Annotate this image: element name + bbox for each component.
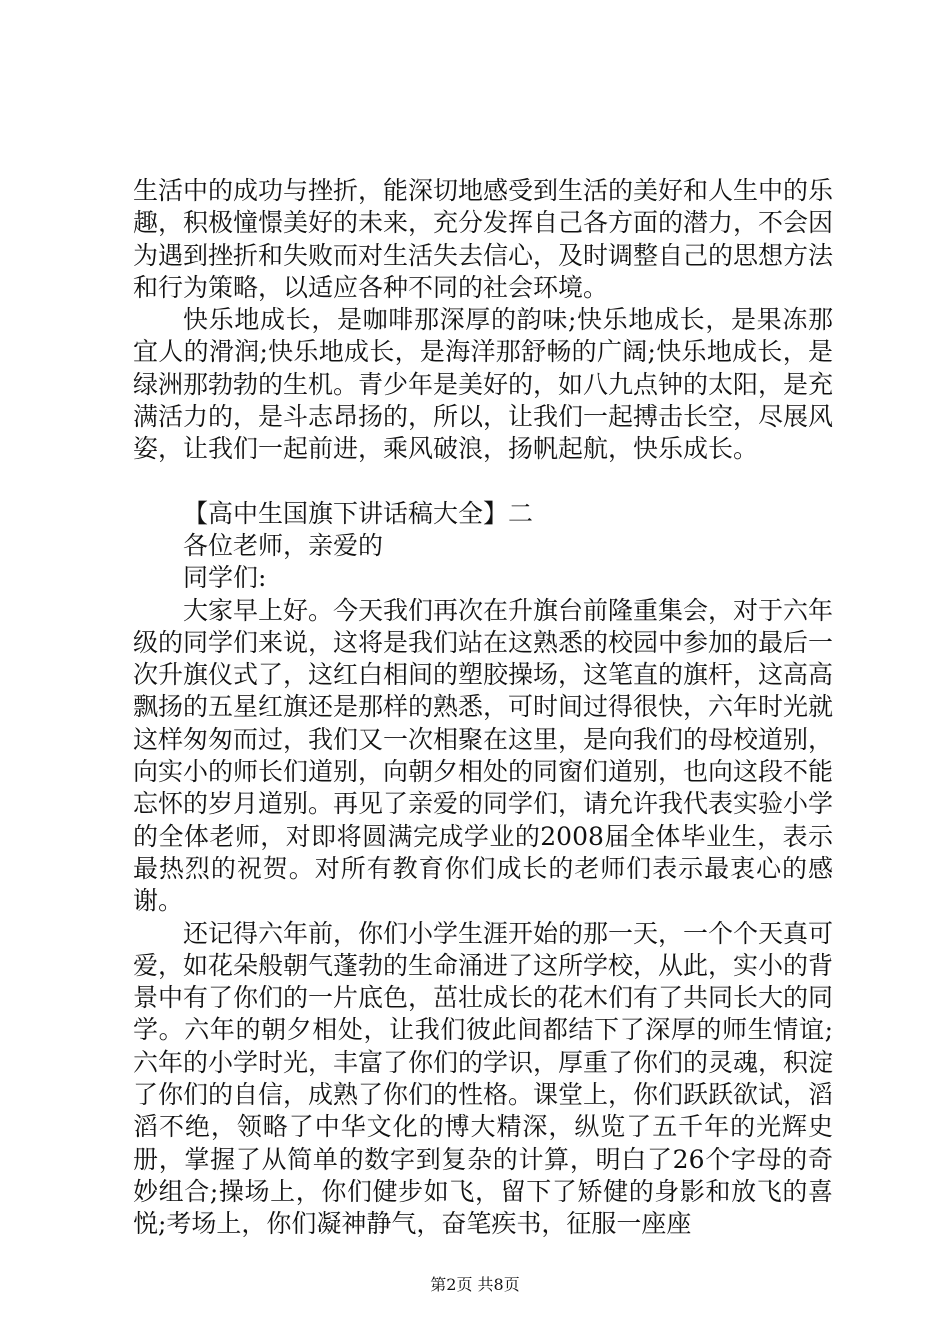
page-footer [0,1272,950,1295]
section-title: 【高中生国旗下讲话稿大全】二 [183,498,534,528]
paragraph-growth: 快乐地成长，是咖啡那深厚的韵味;快乐地成长，是果冻那宜人的滑润;快乐地成长，是海洋那舒畅的广阔;快乐地成长，是绿洲那勃勃的生机。青少年是美好的，如八九点钟的太阳，是充满活力的，是斗志昂扬的，所以，让我们一起搏击长空，尽展风姿，让我们一起前进，乘风破浪，扬帆起航，快乐成长。 [133,305,834,464]
salutation-line-2: 同学们: [183,563,267,593]
salutation-line-1: 各位老师，亲爱的 [183,530,384,560]
paragraph-continuation: 生活中的成功与挫折，能深切地感受到生活的美好和人生中的乐趣，积极憧憬美好的未来，充分发挥自己各方面的潜力，不会因为遇到挫折和失败而对生活失去信心，及时调整自己的思想方法和行为策略，以适应各种不同的社会环境。 [133,176,834,302]
document-body [133,175,833,1241]
paragraph-greeting: 大家早上好。今天我们再次在升旗台前隆重集会，对于六年级的同学们来说，这将是我们站在这熟悉的校园中参加的最后一次升旗仪式了，这红白相间的塑胶操场，这笔直的旗杆，这高高飘扬的五星红旗还是那样的熟悉，可时间过得很快，六年时光就这样匆匆而过，我们又一次相聚在这里，是向我们的母校道别，向实小的师长们道别，向朝夕相处的同窗们道别，也向这段不能忘怀的岁月道别。再见了亲爱的同学们，请允许我代表实验小学的全体老师，对即将圆满完成学业的2008届全体毕业生，表示最热烈的祝贺。对所有教育你们成长的老师们表示最衷心的感谢。 [133,595,834,916]
paragraph-memories: 还记得六年前，你们小学生涯开始的那一天，一个个天真可爱，如花朵般朝气蓬勃的生命涌进了这所学校，从此，实小的背景中有了你们的一片底色，茁壮成长的花木们有了共同长大的同学。六年的朝夕相处，让我们彼此间都结下了深厚的师生情谊;六年的小学时光，丰富了你们的学识，厚重了你们的灵魂，积淀了你们的自信，成熟了你们的性格。课堂上，你们跃跃欲试，滔滔不绝，领略了中华文化的博大精深，纵览了五千年的光辉史册，掌握了从简单的数字到复杂的计算，明白了26个字母的奇妙组合;操场上，你们健步如飞，留下了矫健的身影和放飞的喜悦;考场上，你们凝神静气，奋笔疾书，征服一座座 [133,918,834,1239]
section-spacer [133,466,833,498]
page-number: 第2页 共8页 [430,1275,520,1294]
